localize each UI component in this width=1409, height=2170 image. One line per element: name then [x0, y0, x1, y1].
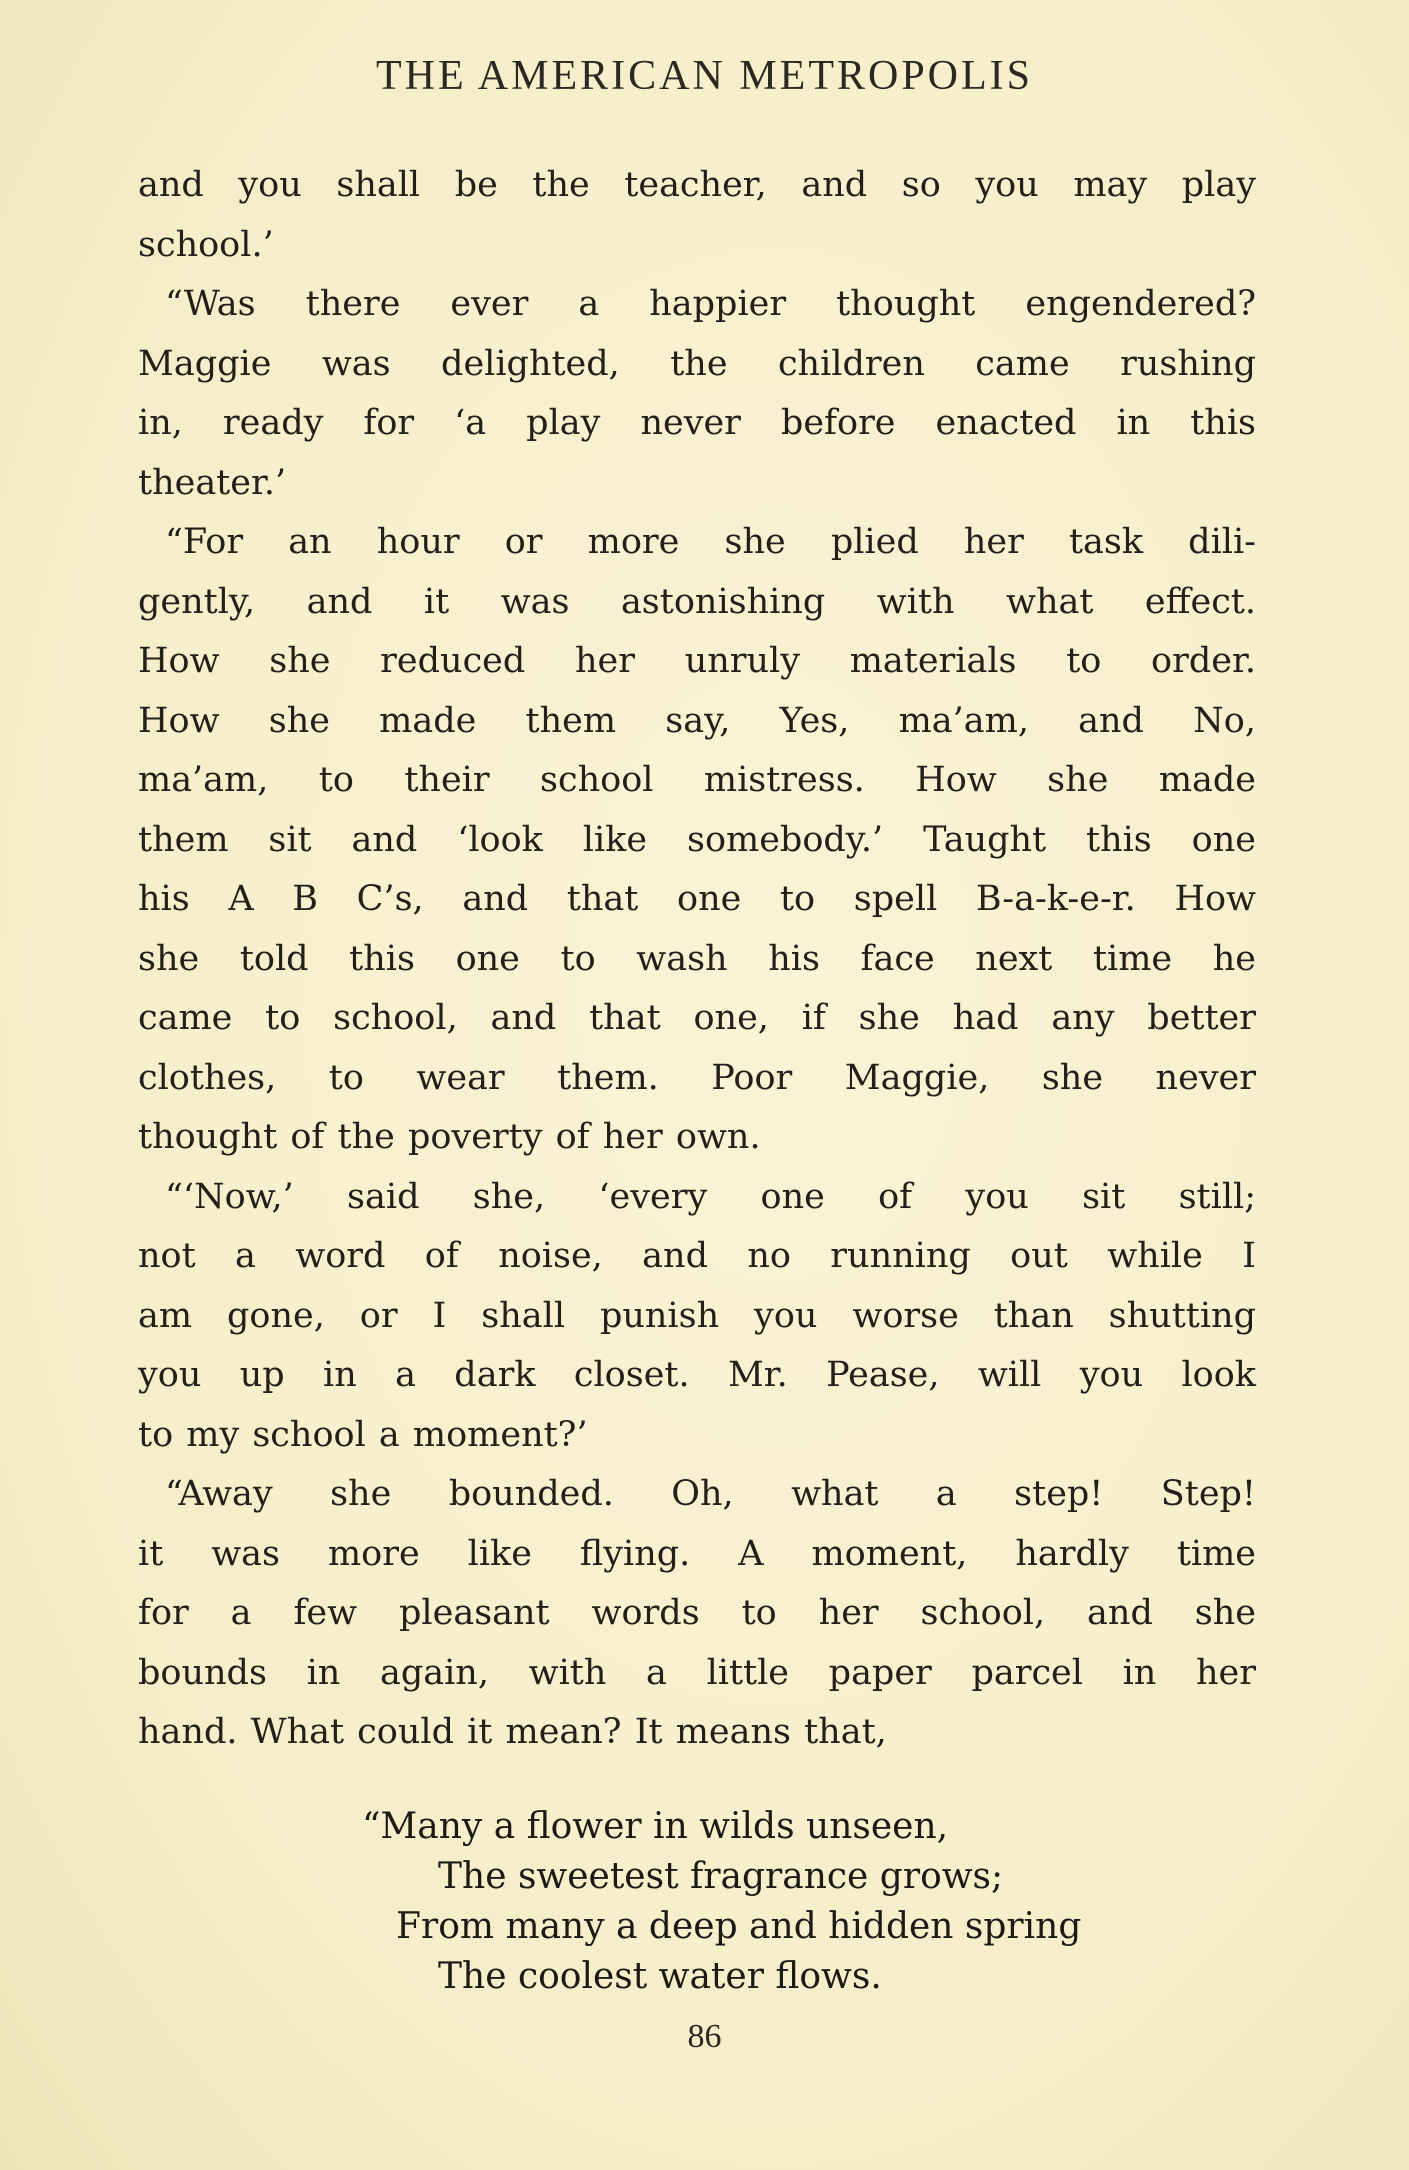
- running-head: THE AMERICAN METROPOLIS: [375, 53, 1034, 99]
- text-line: “For an hour or more she plied her task dili-: [165, 522, 1256, 562]
- verse-line: From many a deep and hidden spring: [396, 1906, 1082, 1947]
- text-line: not a word of noise, and no running out while I: [138, 1236, 1256, 1276]
- text-line: it was more like flying. A moment, hardly time: [138, 1534, 1256, 1574]
- text-line: his A B C’s, and that one to spell B-a-k-e-r. How: [138, 879, 1256, 919]
- text-line: theater.’: [138, 463, 287, 503]
- text-line: “Was there ever a happier thought engendered?: [165, 284, 1256, 324]
- text-line: gently, and it was astonishing with what effect.: [138, 582, 1256, 622]
- text-line: to my school a moment?’: [138, 1415, 588, 1455]
- text-line: How she reduced her unruly materials to order.: [138, 641, 1256, 681]
- verse-line: The sweetest fragrance grows;: [438, 1856, 1004, 1897]
- verse-line: “Many a flower in wilds unseen,: [362, 1806, 949, 1847]
- text-line: came to school, and that one, if she had any better: [138, 998, 1256, 1038]
- text-line: “Away she bounded. Oh, what a step! Step!: [165, 1474, 1256, 1514]
- text-line: and you shall be the teacher, and so you may play: [138, 165, 1256, 205]
- text-line: for a few pleasant words to her school, and she: [138, 1593, 1256, 1633]
- verse-line: The coolest water flows.: [438, 1956, 882, 1997]
- page-number: 86: [687, 2018, 722, 2055]
- text-line: she told this one to wash his face next time he: [138, 939, 1256, 979]
- text-line: ma’am, to their school mistress. How she made: [138, 760, 1256, 800]
- text-line: clothes, to wear them. Poor Maggie, she never: [138, 1058, 1256, 1098]
- text-line: you up in a dark closet. Mr. Pease, will you look: [138, 1355, 1256, 1395]
- text-line: How she made them say, Yes, ma’am, and No,: [138, 701, 1256, 741]
- text-line: hand. What could it mean? It means that,: [138, 1712, 887, 1752]
- text-line: am gone, or I shall punish you worse than shutting: [138, 1296, 1256, 1336]
- text-line: school.’: [138, 225, 274, 265]
- text-line: thought of the poverty of her own.: [138, 1117, 761, 1157]
- text-line: bounds in again, with a little paper parcel in her: [138, 1653, 1256, 1693]
- text-line: Maggie was delighted, the children came rushing: [138, 344, 1256, 384]
- text-line: in, ready for ‘a play never before enacted in this: [138, 403, 1256, 443]
- text-line: “‘Now,’ said she, ‘every one of you sit still;: [165, 1177, 1256, 1217]
- text-line: them sit and ‘look like somebody.’ Taught this one: [138, 820, 1256, 860]
